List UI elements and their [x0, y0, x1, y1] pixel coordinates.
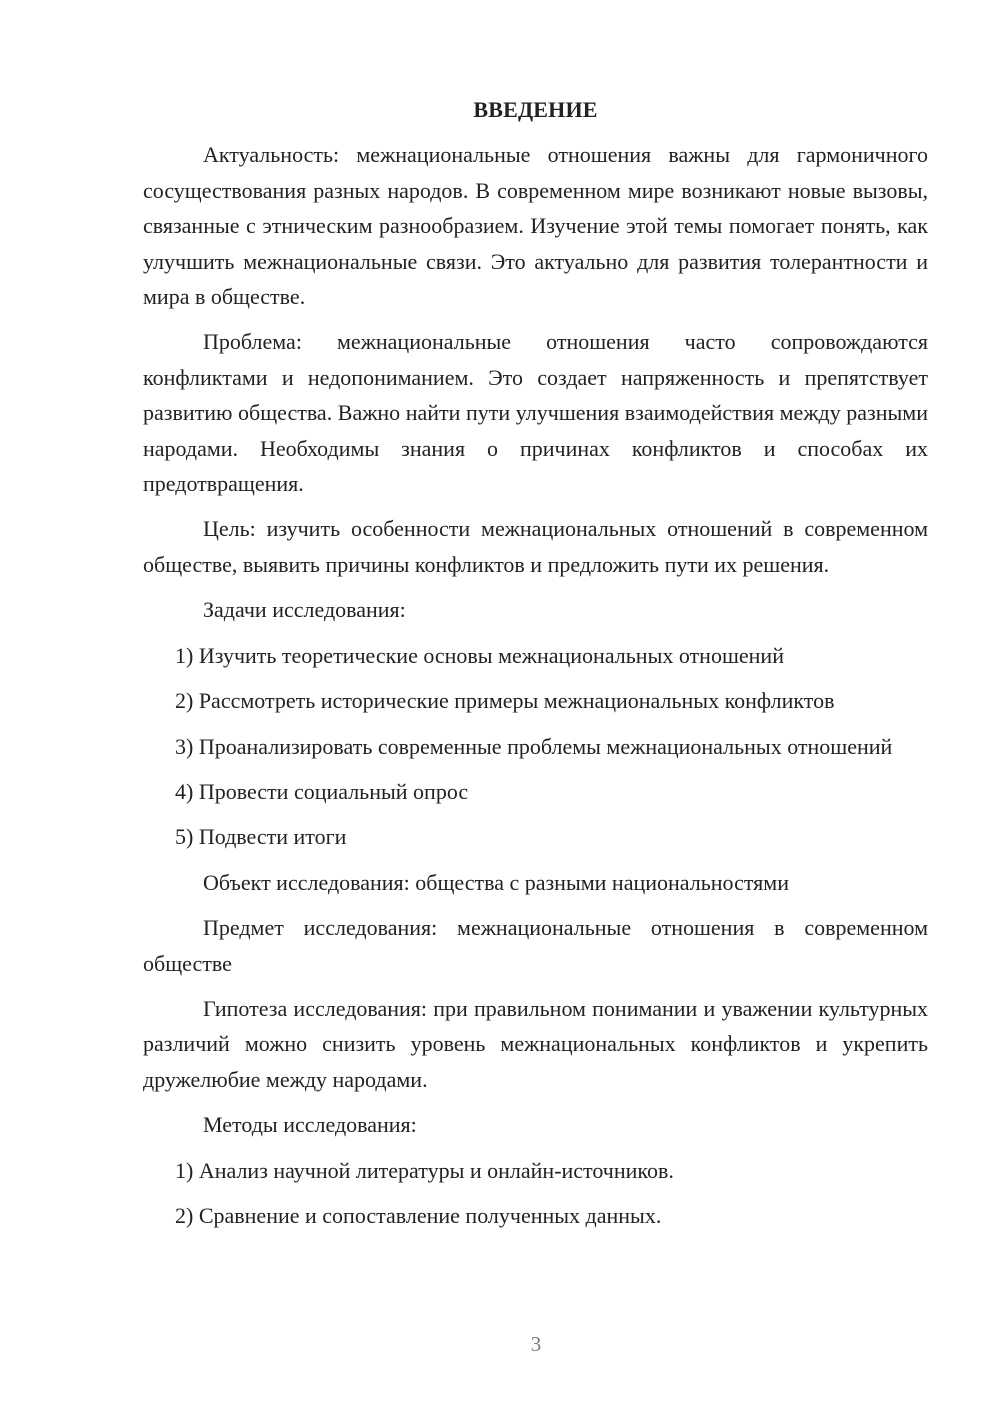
- paragraph-goal: Цель: изучить особенности межнациональных отношений в современном обществе, выявить причины конфликтов и предложить пути их решения.: [143, 516, 928, 577]
- task-item-2: 2) Рассмотреть исторические примеры межнациональных конфликтов: [175, 688, 835, 714]
- tasks-heading: Задачи исследования:: [203, 597, 406, 623]
- page-title: ВВЕДЕНИЕ: [473, 97, 598, 122]
- paragraph-hypothesis: Гипотеза исследования: при правильном понимании и уважении культурных различий можно снизить уровень межнациональных конфликтов и укрепить дружелюбие между народами.: [143, 995, 928, 1092]
- paragraph-object: Объект исследования: общества с разными национальностями: [203, 869, 789, 895]
- paragraph-subject: Предмет исследования: межнациональные отношения в современном обществе: [143, 915, 928, 976]
- method-item-2: 2) Сравнение и сопоставление полученных данных.: [175, 1202, 662, 1228]
- task-item-3: 3) Проанализировать современные проблемы межнациональных отношений: [175, 733, 893, 759]
- task-item-5: 5) Подвести итоги: [175, 824, 347, 850]
- methods-heading: Методы исследования:: [203, 1112, 417, 1138]
- task-item-1: 1) Изучить теоретические основы межнациональных отношений: [175, 642, 784, 668]
- paragraph-problem: Проблема: межнациональные отношения часто сопровождаются конфликтами и недопониманием. Это создает напряженность и препятствует развитию общества. Важно найти пути улучшения взаимодействия между разными народами. Необходимы знания о причинах конфликтов и способах их предотвращения.: [143, 329, 928, 497]
- page-number: 3: [530, 1332, 542, 1356]
- paragraph-relevance: Актуальность: межнациональные отношения важны для гармоничного сосуществования разных народов. В современном мире возникают новые вызовы, связанные с этническим разнообразием. Изучение этой темы помогает понять, как улучшить межнациональные связи. Это актуально для развития толерантности и мира в обществе.: [143, 142, 928, 310]
- page-content: [143, 92, 928, 1243]
- task-item-4: 4) Провести социальный опрос: [175, 778, 469, 804]
- method-item-1: 1) Анализ научной литературы и онлайн-источников.: [175, 1157, 674, 1183]
